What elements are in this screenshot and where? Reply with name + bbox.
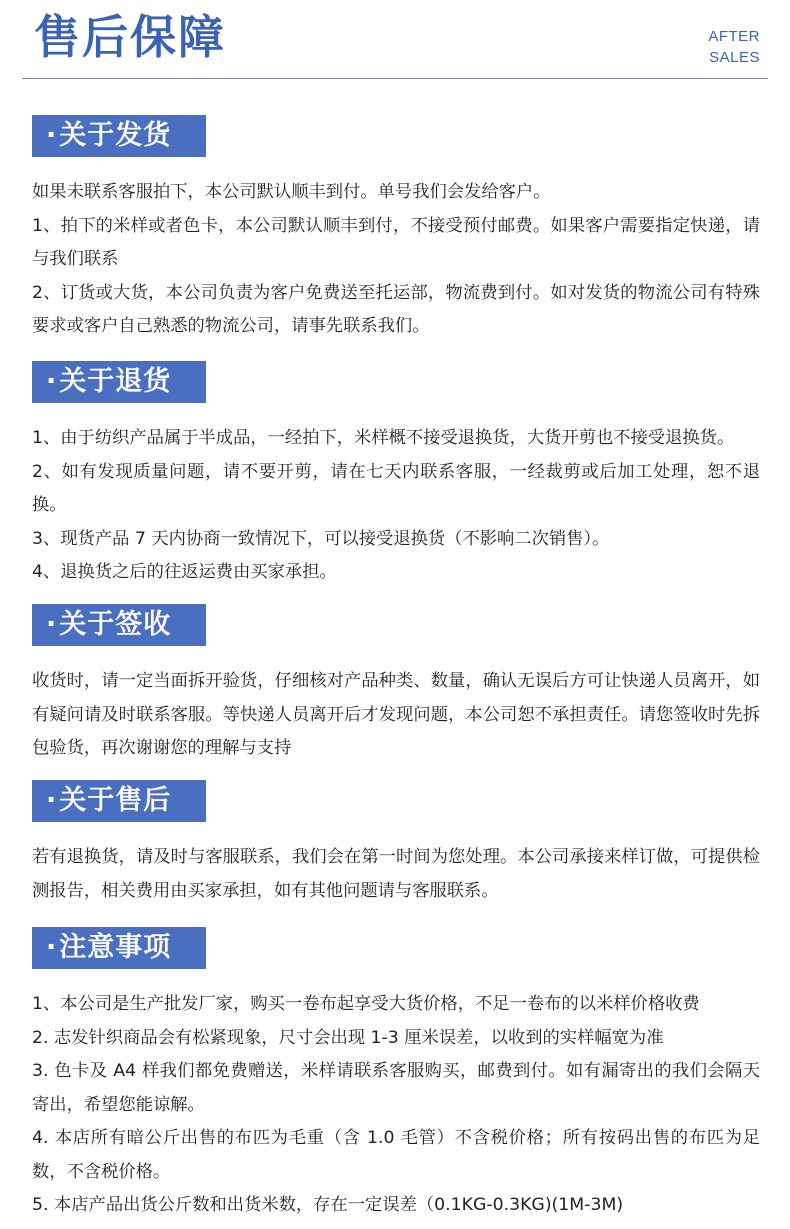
section-heading-returns: ·关于退货 [32,361,206,403]
paragraph: 如果未联系客服拍下，本公司默认顺丰到付。单号我们会发给客户。 [32,182,551,202]
section-title: 关于售后 [59,785,172,816]
page-subtitle [708,26,760,68]
section-heading-receipt: ·关于签收 [32,604,206,646]
paragraph: 5. 本店产品出货公斤数和出货米数，存在一定误差（0.1KG-0.3KG)(1M-3M) [32,1195,624,1215]
section-shipping [32,115,760,344]
page-title: 售后保障 [34,10,226,64]
section-title: 注意事项 [59,932,172,963]
paragraph: 1、拍下的米样或者色卡，本公司默认顺丰到付，不接受预付邮费。如果客户需要指定快递，请与我们联系 [32,215,760,269]
section-title: 关于退货 [59,366,172,397]
section-after-sales [32,780,760,908]
section-title: 关于发货 [59,120,172,151]
section-heading-notes: ·注意事项 [32,927,206,969]
section-title: 关于签收 [59,609,172,640]
subtitle-line-sales: SALES [709,49,760,66]
paragraph: 4、退换货之后的往返运费由买家承担。 [32,562,337,582]
section-body [32,665,760,766]
section-receipt [32,604,760,766]
paragraph: 3、现货产品 7 天内协商一致情况下，可以接受退换货（不影响二次销售）。 [32,528,610,549]
section-body [32,841,760,908]
paragraph: 收货时，请一定当面拆开验货，仔细核对产品种类、数量，确认无误后方可让快递人员离开，如有疑问请及时联系客服。等快递人员离开后才发现问题，本公司恕不承担责任。请您签收时先拆包验货，再次谢谢您的理解与支持 [32,671,760,758]
paragraph: 4. 本店所有暗公斤出售的布匹为毛重（含 1.0 毛管）不含税价格；所有按码出售的布匹为足数，不含税价格。 [32,1128,760,1182]
paragraph: 若有退换货，请及时与客服联系，我们会在第一时间为您处理。本公司承接来样订做，可提供检测报告，相关费用由买家承担，如有其他问题请与客服联系。 [32,847,760,901]
section-heading-shipping: ·关于发货 [32,115,206,157]
page-header [22,0,768,79]
paragraph: 3. 色卡及 A4 样我们都免费赠送，米样请联系客服购买，邮费到付。如有漏寄出的我们会隔天寄出，希望您能谅解。 [32,1061,760,1115]
section-body [32,176,760,344]
section-body [32,988,760,1223]
paragraph: 1、由于纺织产品属于半成品，一经拍下，米样概不接受退换货，大货开剪也不接受退换货。 [32,428,735,448]
section-heading-after-sales: ·关于售后 [32,780,206,822]
paragraph: 1、本公司是生产批发厂家，购买一卷布起享受大货价格，不足一卷布的以米样价格收费 [32,994,700,1014]
paragraph: 2. 志发针织商品会有松紧现象，尺寸会出现 1-3 厘米误差，以收到的实样幅宽为准 [32,1027,664,1048]
section-returns [32,361,760,590]
paragraph: 2、订货或大货，本公司负责为客户免费送至托运部，物流费到付。如对发货的物流公司有特殊要求或客户自己熟悉的物流公司，请事先联系我们。 [32,282,760,336]
section-notes [32,927,760,1223]
section-body [32,422,760,590]
subtitle-line-after: AFTER [708,28,760,45]
paragraph: 2、如有发现质量问题，请不要开剪，请在七天内联系客服，一经裁剪或后加工处理，恕不退换。 [32,461,760,515]
